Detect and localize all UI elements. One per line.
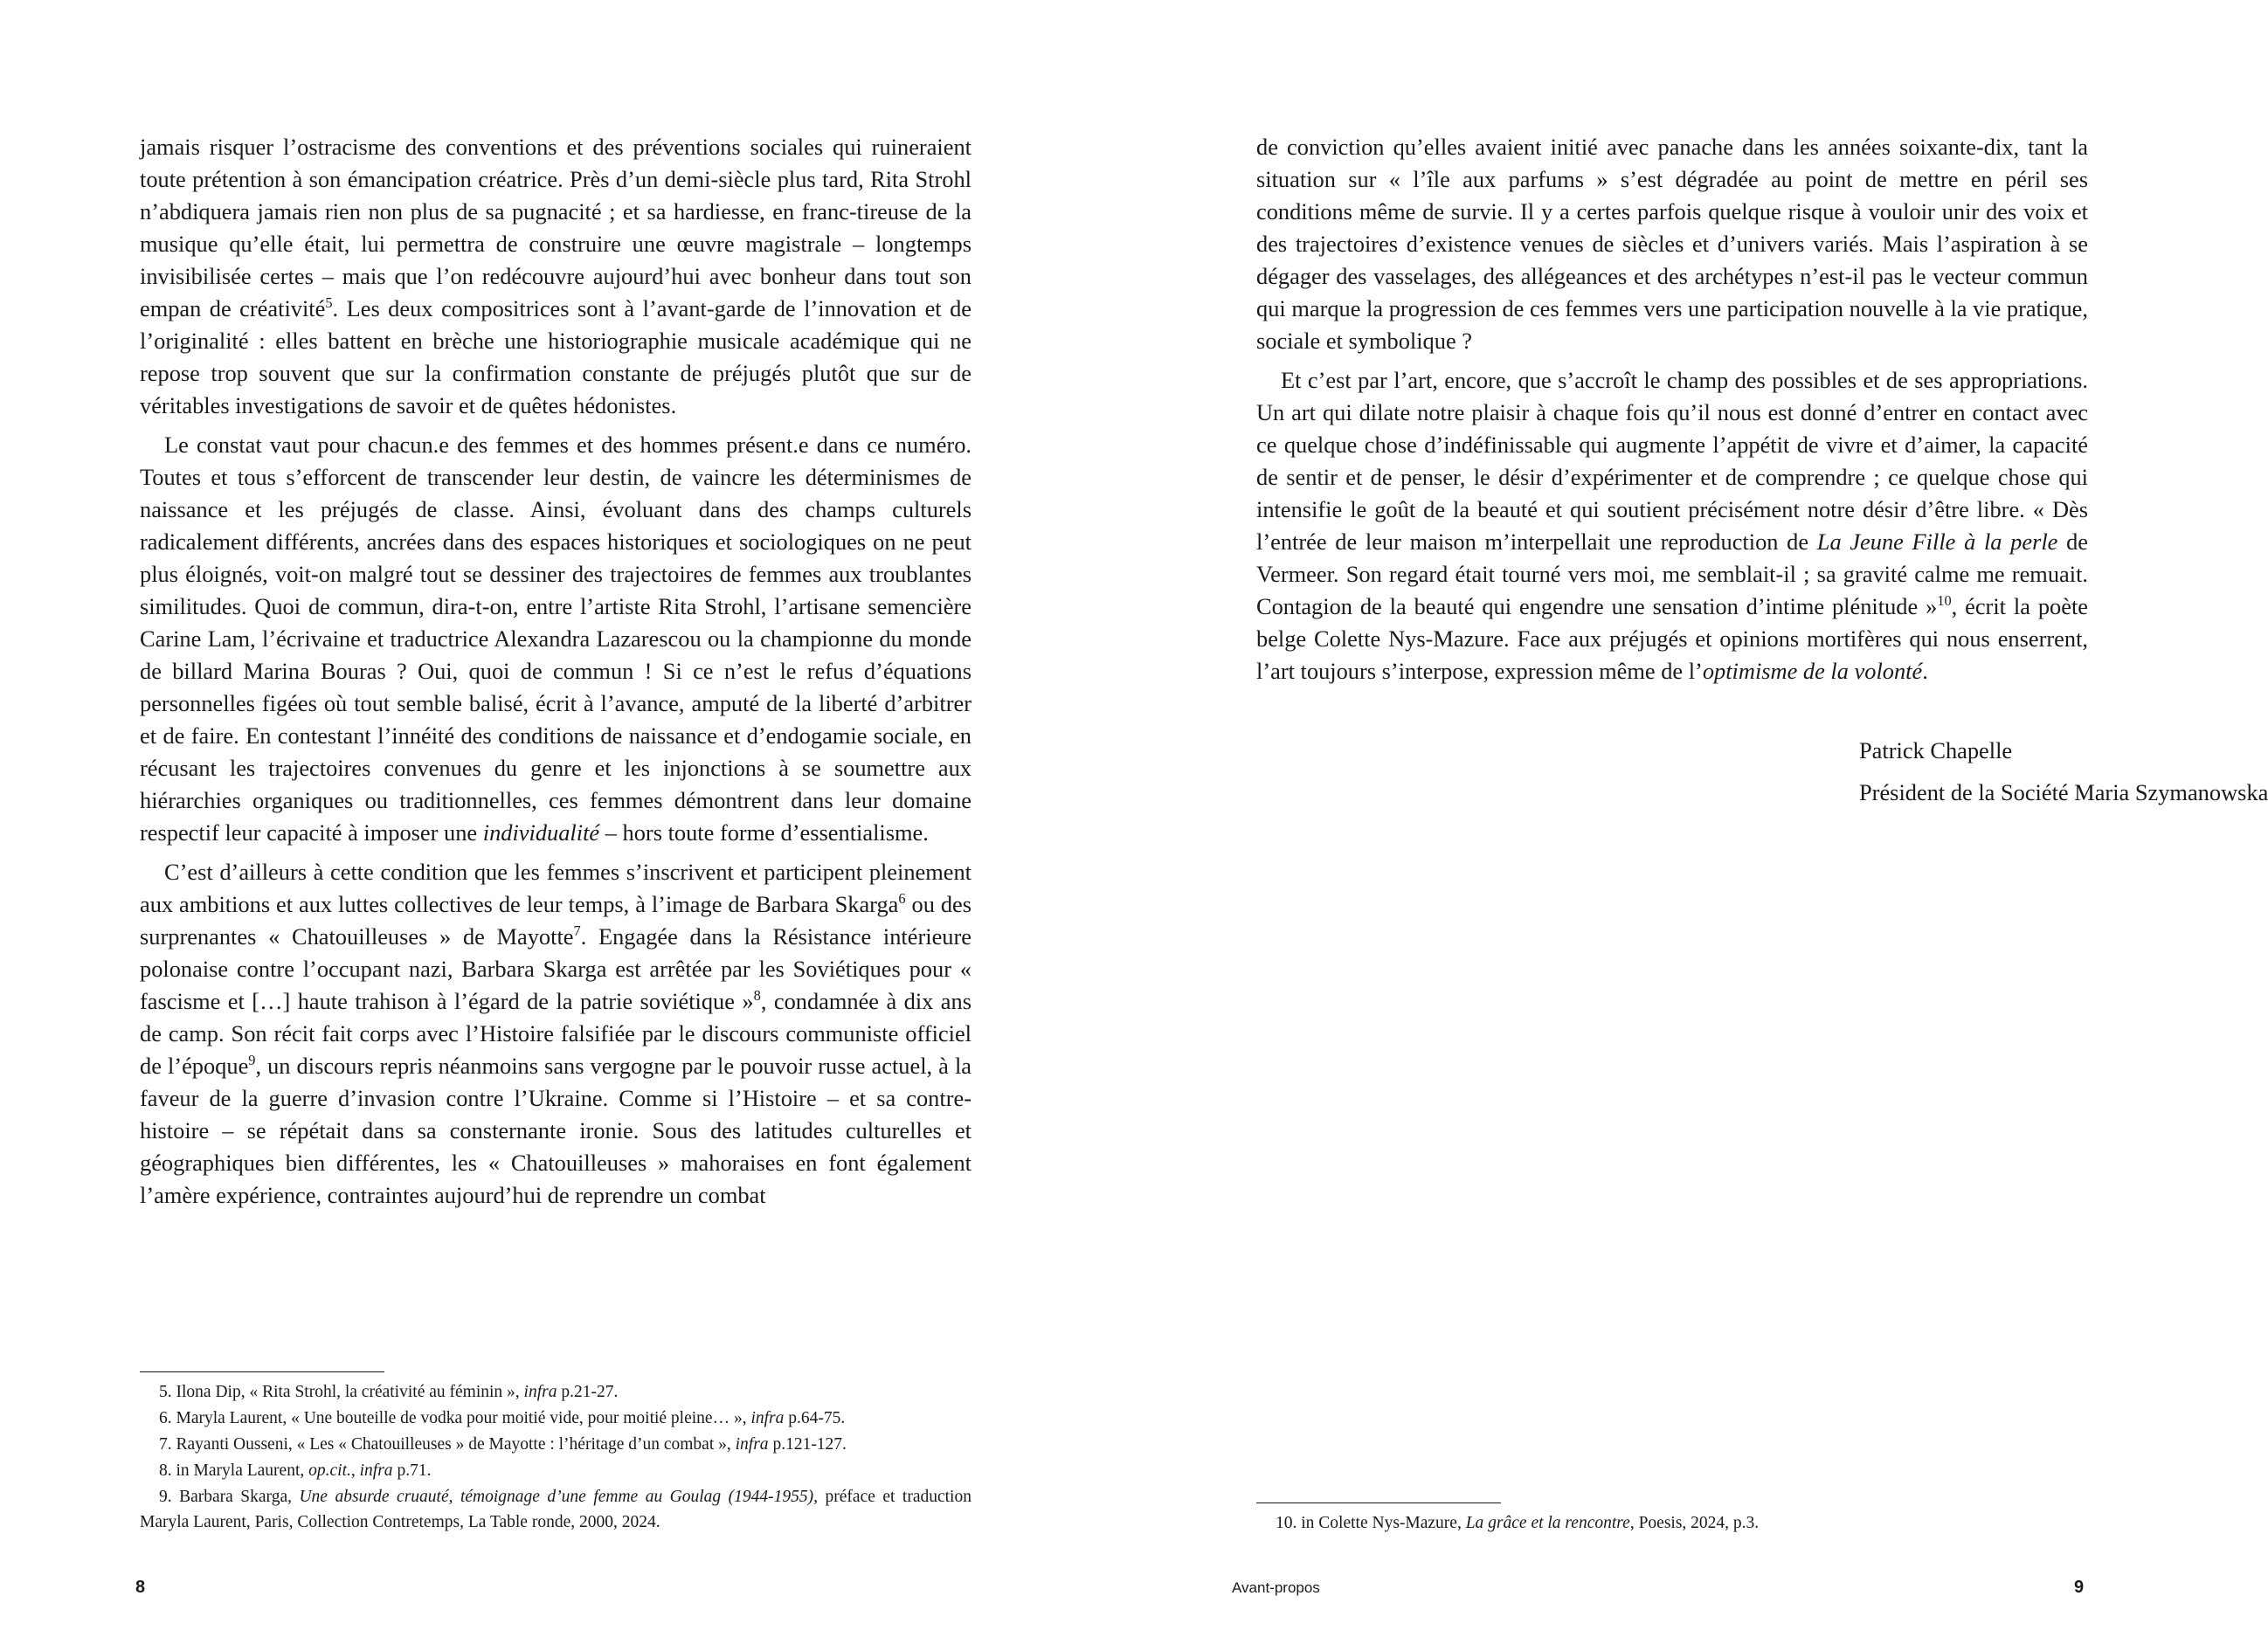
footnote-ref: 10 xyxy=(1937,592,1952,610)
right-footnotes xyxy=(1256,1502,2088,1537)
footnote-ref: 6 xyxy=(898,890,906,908)
footnote xyxy=(140,1458,972,1483)
italic-text: La grâce et la rencontre xyxy=(1465,1514,1630,1532)
paragraph xyxy=(1256,364,2088,687)
text-run: Et c’est par l’art, encore, que s’accroît le champ des possibles et de ses appropriations. Un art qui dilate notre plaisir à chaque fois qu’il nous est donné d’entrer en contact avec ce quelque chose d’indéfinissable qui augmente l’appétit de vivre et d’aimer, la capacité de sentir et de penser, le désir d’expérimenter et de comprendre ; ce quelque chose qui intensifie le goût de la beauté et qui soutient précisément notre désir d’être libre. « Dès l’entrée de leur maison m’interpellait une reproduction de xyxy=(1256,367,2088,555)
italic-text: infra xyxy=(735,1435,769,1454)
right-column xyxy=(1256,131,2268,813)
text-run: C’est d’ailleurs à cette condition que les femmes s’inscrivent et participent pleinement aux ambitions et aux luttes collectives de leur temps, à l’image de Barbara Skarga xyxy=(140,859,972,917)
signature-role: Président de la Société Maria Szymanowska xyxy=(1859,779,2268,805)
text-run: 10. in Colette Nys-Mazure, xyxy=(1276,1514,1466,1532)
page-number: 9 xyxy=(2074,1578,2085,1597)
footnote xyxy=(140,1432,972,1457)
footnote xyxy=(140,1406,972,1431)
text-run: p.71. xyxy=(392,1461,432,1480)
paragraph xyxy=(140,429,972,849)
footnote xyxy=(140,1484,972,1535)
footnote-rule xyxy=(1256,1502,1501,1503)
left-page xyxy=(0,0,1101,1651)
footnote-ref: 8 xyxy=(753,987,761,1005)
italic-text: infra xyxy=(523,1383,557,1401)
text-run: 9. Barbara Skarga, xyxy=(159,1488,300,1506)
italic-text: La Jeune Fille à la perle xyxy=(1816,528,2058,555)
text-run: de conviction qu’elles avaient initié avec panache dans les années soixante-dix, tant la situation sur « l’île aux parfums » s’est dégradée au point de mettre en péril ses conditions même de survie. Il y a certes parfois quelque risque à vouloir unir des voix et des trajectoires d’existence venues de siècles et d’univers variés. Mais l’aspiration à se dégager des vasselages, des allégeances et des archétypes n’est-il pas le vecteur commun qui marque la progression de ces femmes vers une participation nouvelle à la vie pratique, sociale et symbolique ? xyxy=(1256,134,2088,354)
left-body-text xyxy=(140,131,972,1212)
text-run: , préface et traduction Maryla Laurent, Paris, Collection Contretemps, La Table ronde, 2000, 2024. xyxy=(140,1488,972,1531)
text-run: p.21-27. xyxy=(557,1383,619,1401)
italic-text: infra xyxy=(359,1461,393,1480)
text-run: jamais risquer l’ostracisme des conventions et des préventions sociales qui ruineraient toute prétention à son émancipation créatrice. Près d’un demi-siècle plus tard, Rita Strohl n’abdiquera jamais rien non plus de sa pugnacité ; et sa hardiesse, en franc-tireuse de la musique qu’elle était, lui permettra de construire une œuvre magistrale – longtemps invisibilisée certes – mais que l’on redécouvre aujourd’hui avec bonheur dans tout son empan de créativité xyxy=(140,134,972,321)
footnote xyxy=(140,1379,972,1405)
text-run: . xyxy=(1922,658,1928,684)
signature xyxy=(1859,729,2268,813)
running-head: Avant-propos xyxy=(1232,1579,1320,1596)
text-run: 6. Maryla Laurent, « Une bouteille de vodka pour moitié vide, pour moitié pleine… », xyxy=(159,1409,751,1427)
italic-text: individualité xyxy=(482,819,600,846)
text-run: 8. in Maryla Laurent, xyxy=(159,1461,309,1480)
italic-text: op.cit. xyxy=(308,1461,351,1480)
text-run: , condamnée à dix ans de camp. Son récit fait corps avec l’Histoire falsifiée par le discours communiste officiel de l’époque xyxy=(140,988,972,1079)
italic-text: Une absurde cruauté, témoignage d’une femme au Goulag (1944-1955) xyxy=(299,1488,814,1506)
paragraph xyxy=(1256,131,2088,357)
text-run: 7. Rayanti Ousseni, « Les « Chatouilleuses » de Mayotte : l’héritage d’un combat », xyxy=(159,1435,736,1454)
text-run: . Les deux compositrices sont à l’avant-garde de l’innovation et de l’originalité : elles battent en brèche une historiographie musicale académique qui ne repose trop souvent que sur la confirmation constante de préjugés plutôt que sur de véritables investigations de savoir et de quêtes hédonistes. xyxy=(140,295,972,418)
text-run: , xyxy=(350,1461,360,1480)
footnote-rule xyxy=(140,1371,384,1372)
italic-text: infra xyxy=(750,1409,785,1427)
footnote-ref: 9 xyxy=(248,1052,256,1069)
text-run: , écrit la poète belge Colette Nys-Mazure. Face aux préjugés et opinions mortifères qui nous enserrent, l’art toujours s’interpose, expression même de l’ xyxy=(1256,593,2088,684)
text-run: , un discours repris néanmoins sans vergogne par le pouvoir russe actuel, à la faveur de la guerre d’invasion contre l’Ukraine. Comme si l’Histoire – et sa contre-histoire – se répétait dans sa consternante ironie. Sous des latitudes culturelles et géographiques bien différentes, les « Chatouilleuses » mahoraises en font également l’amère expérience, contraintes aujourd’hui de reprendre un combat xyxy=(140,1053,972,1208)
signature-name: Patrick Chapelle xyxy=(1859,737,2013,763)
text-run: – hors toute forme d’essentialisme. xyxy=(599,819,929,846)
text-run: de Vermeer. Son regard était tourné vers moi, me semblait-il ; sa gravité calme me remuait. Contagion de la beauté qui engendre une sensation d’intime plénitude » xyxy=(1256,528,2089,619)
page-number: 8 xyxy=(135,1578,146,1597)
text-run: 5. Ilona Dip, « Rita Strohl, la créativité au féminin », xyxy=(159,1383,524,1401)
text-run: ou des surprenantes « Chatouilleuses » de Mayotte xyxy=(140,891,972,950)
footnote xyxy=(1256,1510,2088,1536)
paragraph xyxy=(140,131,972,422)
footnote-ref: 5 xyxy=(325,294,333,312)
right-body-text xyxy=(1256,131,2088,687)
footnote-ref: 7 xyxy=(573,922,581,940)
text-run: p.121-127. xyxy=(768,1435,847,1454)
italic-text: optimisme de la volonté xyxy=(1702,658,1923,684)
paragraph xyxy=(140,856,972,1212)
text-run: Le constat vaut pour chacun.e des femmes et des hommes présent.e dans ce numéro. Toutes et tous s’efforcent de transcender leur destin, de vaincre les déterminismes de naissance et les préjugés de classe. Ainsi, évoluant dans des champs culturels radicalement différents, ancrées dans des espaces historiques et sociologiques on ne peut plus éloignés, voit-on malgré tout se dessiner des trajectoires de femmes aux troublantes similitudes. Quoi de commun, dira-t-on, entre l’artiste Rita Strohl, l’artisane semencière Carine Lam, l’écrivaine et traductrice Alexandra Lazarescou ou la championne du monde de billard Marina Bouras ? Oui, quoi de commun ! Si ce n’est le refus d’équations personnelles figées où tout semble balisé, écrit à l’avance, amputé de la liberté d’arbitrer et de faire. En contestant l’innéité des conditions de naissance et d’endogamie sociale, en récusant les trajectoires convenues du genre et les injonctions à se soumettre aux hiérarchies organiques ou traditionnelles, ces femmes démontrent dans leur domaine respectif leur capacité à imposer une xyxy=(140,432,972,846)
left-footnotes xyxy=(140,1371,972,1536)
text-run: p.64-75. xyxy=(784,1409,846,1427)
text-run: , Poesis, 2024, p.3. xyxy=(1629,1514,1760,1532)
text-run: . Engagée dans la Résistance intérieure polonaise contre l’occupant nazi, Barbara Skarga est arrêtée par les Soviétiques pour « fascisme et […] haute trahison à l’égard de la patrie soviétique » xyxy=(140,923,972,1014)
right-page xyxy=(1101,0,2268,1651)
